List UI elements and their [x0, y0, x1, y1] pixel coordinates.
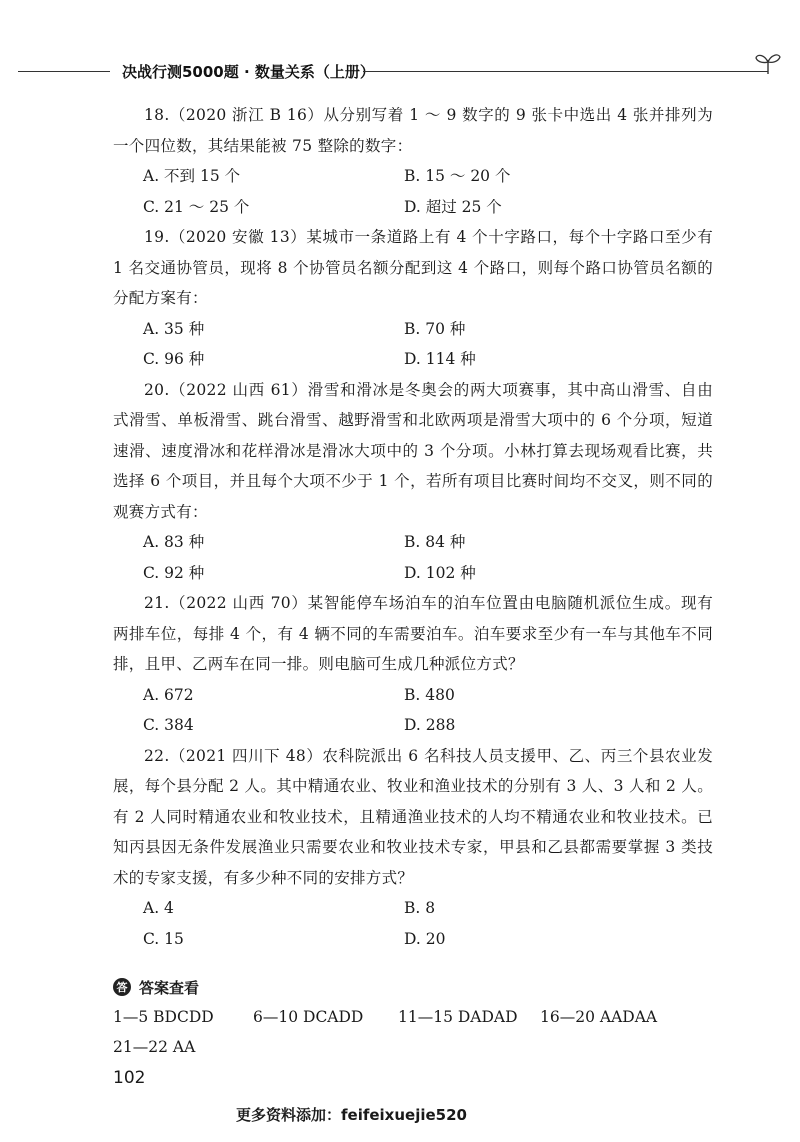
- option-d: D. 288: [404, 716, 456, 734]
- question-text: 19.（2020 安徽 13）某城市一条道路上有 4 个十字路口，每个十字路口至少有 1 名交通协管员，现将 8 个协管员名额分配到这 4 个路口，则每个路口协管员名额的分配方案有：: [113, 228, 713, 307]
- option-row: [113, 893, 713, 924]
- option-b: B. 84 种: [404, 533, 466, 551]
- option-row: [113, 192, 713, 223]
- option-a: A. 672: [143, 685, 194, 704]
- header-rule-left: [18, 71, 110, 72]
- option-c: C. 15: [143, 929, 184, 948]
- option-a: A. 4: [143, 899, 174, 917]
- page-number: 102: [113, 1068, 146, 1088]
- option-row: [113, 558, 713, 589]
- question-18: [113, 100, 713, 222]
- option-d: D. 超过 25 个: [404, 197, 502, 216]
- question-text: 20.（2022 山西 61）滑雪和滑冰是冬奥会的两大项赛事，其中高山滑雪、自由式滑雪、单板滑雪、跳台滑雪、越野滑雪和北欧两项是滑雪大项中的 6 个分项，短道速滑、速度滑冰和花样滑冰是滑冰大项中的 3 个分项。小林打算去现场观看比赛，共选择 6 个项目，并且每个大项不少于 1 个，若所有项目比赛时间均不交叉，则不同的观赛方式有：: [113, 380, 713, 521]
- option-row: [113, 527, 713, 558]
- option-d: D. 102 种: [404, 563, 476, 582]
- option-b: B. 15 ～ 20 个: [404, 167, 511, 185]
- option-row: [113, 344, 713, 375]
- question-22: [113, 741, 713, 955]
- answer-row: [113, 1002, 713, 1032]
- option-row: [113, 710, 713, 741]
- answer-heading-label: 答案查看: [139, 978, 200, 997]
- answer-heading: [113, 972, 713, 1002]
- option-b: B. 8: [404, 899, 436, 917]
- answer-icon: 答: [113, 978, 131, 996]
- option-a: A. 35 种: [143, 319, 205, 338]
- answer-group: 6—10 DCADD: [253, 1008, 364, 1026]
- question-text: 22.（2021 四川下 48）农科院派出 6 名科技人员支援甲、乙、丙三个县农业发展，每个县分配 2 人。其中精通农业、牧业和渔业技术的分别有 3 人、3 人和 2 人。有 2 人同时精通农业和牧业技术，且精通渔业技术的人均不精通农业和牧业技术。已知丙县因无条件发展渔业只需要农业和牧业技术专家，甲县和乙县都需要掌握 3 类技术的专家支援，有多少种不同的安排方式？: [113, 746, 713, 887]
- header-rule-right: [363, 71, 768, 72]
- option-row: [113, 314, 713, 345]
- page-content: [113, 100, 713, 1062]
- footer-note: 更多资料添加：feifeixuejie520: [236, 1106, 467, 1124]
- option-c: C. 21 ～ 25 个: [143, 197, 250, 216]
- option-c: C. 96 种: [143, 350, 205, 368]
- option-d: D. 114 种: [404, 350, 476, 368]
- option-d: D. 20: [404, 929, 446, 948]
- answer-group: 11—15 DADAD: [398, 1008, 518, 1026]
- option-c: C. 92 种: [143, 563, 205, 582]
- option-b: B. 70 种: [404, 319, 466, 338]
- option-a: A. 不到 15 个: [143, 167, 241, 185]
- answer-group: 1—5 BDCDD: [113, 1008, 214, 1026]
- book-title: 决战行测5000题 · 数量关系（上册）: [122, 63, 375, 81]
- running-header: [18, 50, 782, 90]
- question-19: [113, 222, 713, 375]
- option-a: A. 83 种: [143, 533, 205, 551]
- option-c: C. 384: [143, 716, 194, 734]
- option-row: [113, 924, 713, 955]
- question-20: [113, 375, 713, 589]
- answer-row: [113, 1032, 713, 1062]
- answer-group: 21—22 AA: [113, 1038, 196, 1056]
- question-text: 18.（2020 浙江 B 16）从分别写着 1 ～ 9 数字的 9 张卡中选出 4 张并排列为一个四位数，其结果能被 75 整除的数字：: [113, 106, 713, 155]
- option-row: [113, 680, 713, 711]
- question-text: 21.（2022 山西 70）某智能停车场泊车的泊车位置由电脑随机派位生成。现有两排车位，每排 4 个，有 4 辆不同的车需要泊车。泊车要求至少有一车与其他车不同排，且甲、乙两车在同一排。则电脑可生成几种派位方式？: [113, 594, 713, 673]
- question-21: [113, 588, 713, 741]
- option-b: B. 480: [404, 685, 455, 704]
- answer-group: 16—20 AADAA: [540, 1008, 658, 1026]
- sprout-icon: [754, 50, 782, 76]
- option-row: [113, 161, 713, 192]
